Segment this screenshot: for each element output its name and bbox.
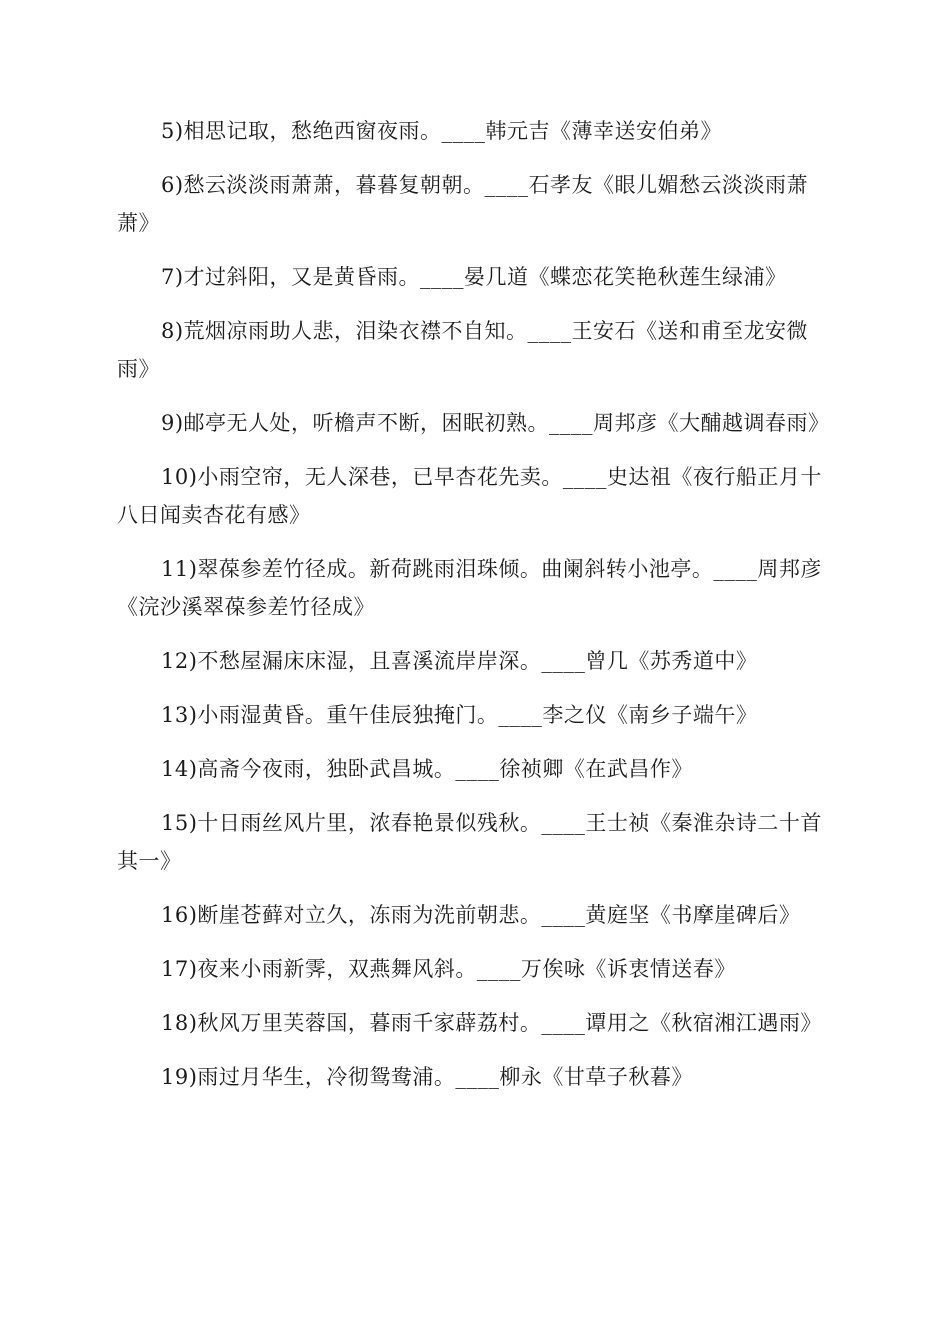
poem-line-17: 17)夜来小雨新霁，双燕舞风斜。____万俟咏《诉衷情送春》 — [161, 957, 736, 981]
poem-line-19: 19)雨过月华生，冷彻鸳鸯浦。____柳永《甘草子秋暮》 — [161, 1065, 693, 1089]
poem-line-9: 9)邮亭无人处，听檐声不断，困眠初熟。____周邦彦《大酺越调春雨》 — [161, 411, 830, 435]
poem-line-18: 18)秋风万里芙蓉国，暮雨千家薜荔村。____谭用之《秋宿湘江遇雨》 — [161, 1011, 822, 1035]
poem-line-11: 11)翠葆参差竹径成。新荷跳雨泪珠倾。曲阑斜转小池亭。____周邦彦《浣沙溪翠葆参差竹径成》 — [117, 557, 822, 619]
poem-line-14: 14)高斋今夜雨，独卧武昌城。____徐祯卿《在武昌作》 — [161, 757, 693, 781]
poem-line-5: 5)相思记取，愁绝西窗夜雨。____韩元吉《薄幸送安伯弟》 — [161, 119, 723, 143]
poem-line-15: 15)十日雨丝风片里，浓春艳景似残秋。____王士祯《秦淮杂诗二十首其一》 — [117, 811, 822, 873]
poem-line-10: 10)小雨空帘，无人深巷，已早杏花先卖。____史达祖《夜行船正月十八日闻卖杏花有感》 — [117, 465, 822, 527]
poem-line-6: 6)愁云淡淡雨萧萧，暮暮复朝朝。____石孝友《眼儿媚愁云淡淡雨萧萧》 — [117, 173, 809, 235]
poem-list — [117, 112, 835, 1112]
poem-line-8: 8)荒烟凉雨助人悲，泪染衣襟不自知。____王安石《送和甫至龙安微雨》 — [117, 319, 809, 381]
poem-line-13: 13)小雨湿黄昏。重午佳辰独掩门。____李之仪《南乡子端午》 — [161, 703, 758, 727]
poem-line-16: 16)断崖苍藓对立久，冻雨为洗前朝悲。____黄庭坚《书摩崖碑后》 — [161, 903, 801, 927]
poem-line-12: 12)不愁屋漏床床湿，且喜溪流岸岸深。____曾几《苏秀道中》 — [161, 649, 758, 673]
poem-line-7: 7)才过斜阳，又是黄昏雨。____晏几道《蝶恋花笑艳秋莲生绿浦》 — [161, 265, 787, 289]
